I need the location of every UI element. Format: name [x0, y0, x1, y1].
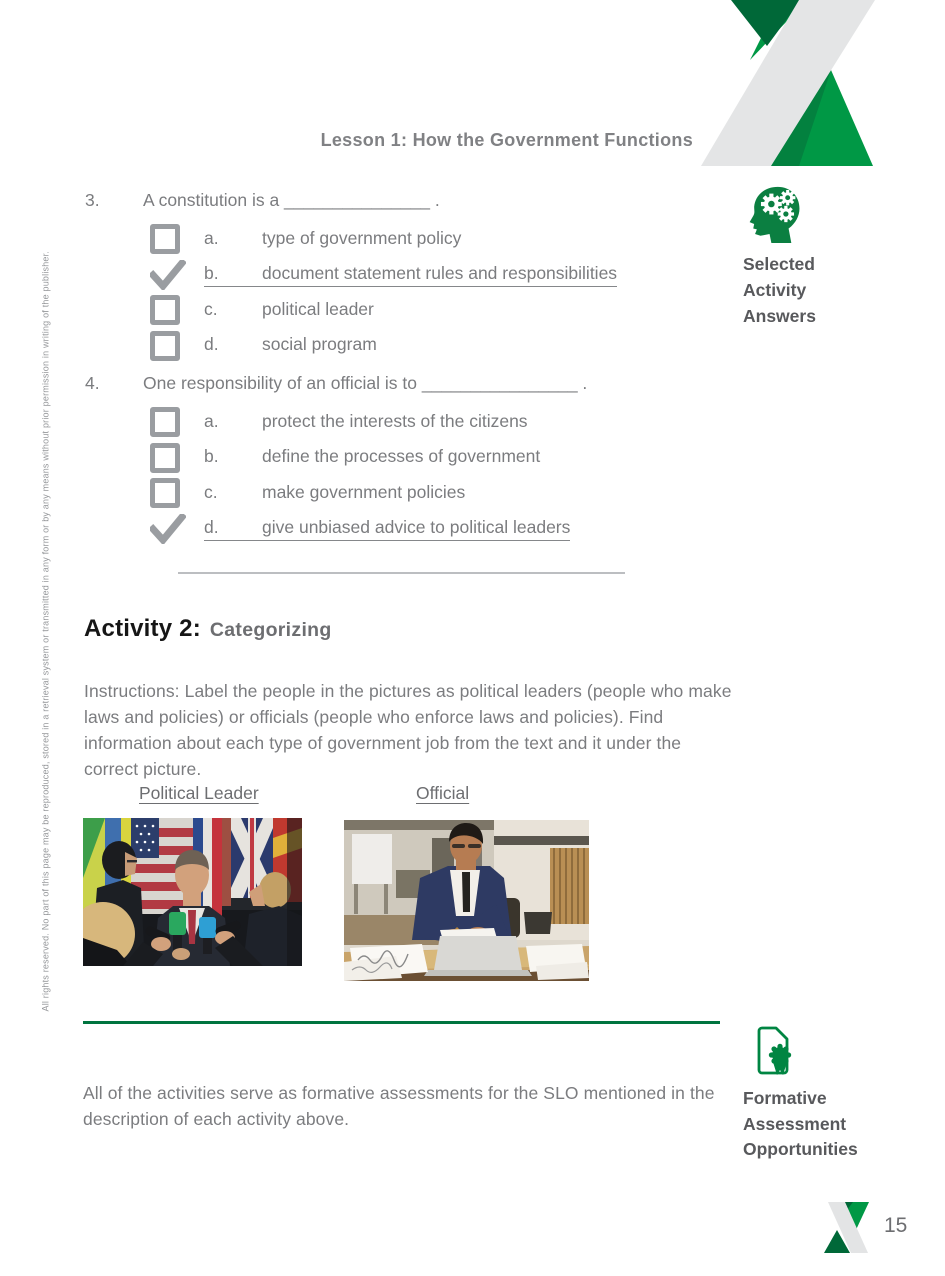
question-4-number: 4.	[85, 373, 100, 393]
option-4a	[150, 407, 730, 437]
option-4b-text: define the processes of government	[262, 446, 541, 466]
question-3-number: 3.	[85, 190, 100, 210]
question-3-prompt: A constitution is a _______________ .	[143, 190, 440, 210]
question-4-prompt: One responsibility of an official is to ________________ .	[143, 373, 588, 393]
activity-2-instructions: Instructions: Label the people in the pictures as political leaders (people who make laws and policies) or officials (people who enforce laws and policies). Find information about each type of government job from the text and it under the correct picture.	[84, 680, 732, 779]
option-4d-letter: d.	[204, 516, 219, 537]
option-3b-letter: b.	[204, 262, 219, 283]
option-3a-text: type of government policy	[262, 227, 462, 248]
option-3d	[150, 331, 730, 361]
formative-line: Formative	[743, 1088, 827, 1108]
opportunities-line: Opportunities	[743, 1139, 858, 1159]
question-4-options	[150, 407, 730, 549]
checkbox-empty-icon	[150, 331, 186, 361]
question-3-options	[150, 224, 730, 366]
activity-line: Activity	[743, 280, 807, 300]
selected-line: Selected	[743, 254, 815, 274]
selected-activity-answers-label	[743, 251, 816, 329]
option-4a-letter: a.	[204, 410, 219, 431]
checkbox-empty-icon	[150, 295, 186, 325]
brand-x-logo-large-icon	[695, 0, 875, 166]
option-4b-letter: b.	[204, 446, 219, 466]
brand-x-logo-small	[822, 1202, 872, 1253]
option-3a-letter: a.	[204, 227, 219, 248]
option-4d-selected-answer	[150, 514, 730, 544]
option-3b-selected-answer	[150, 260, 730, 290]
answers-line: Answers	[743, 306, 816, 326]
checkbox-empty-icon	[150, 478, 186, 508]
option-3a	[150, 224, 730, 254]
option-4a-text: protect the interests of the citizens	[262, 410, 528, 431]
checkbox-empty-icon	[150, 443, 186, 473]
certificate-document-icon	[753, 1025, 795, 1079]
option-3c	[150, 295, 730, 325]
political-leader-label: Political Leader	[139, 783, 259, 803]
political-leader-photo	[83, 818, 302, 966]
option-4c-letter: c.	[204, 481, 218, 502]
copyright-notice: All rights reserved. No part of this page may be reproduced, stored in a retrieval system or transmitted in any form or by any means without prior permission in writing of the publisher.	[40, 250, 51, 1012]
option-4c	[150, 478, 730, 508]
assessment-line: Assessment	[743, 1113, 847, 1134]
activity-2-title: Activity 2:	[84, 615, 201, 642]
page-title: Lesson 1: How the Government Functions	[320, 130, 693, 150]
head-gears-icon	[746, 185, 804, 243]
checkmark-icon	[150, 514, 186, 544]
brand-x-logo-large	[695, 0, 875, 166]
option-4b	[150, 443, 730, 473]
option-4c-text: make government policies	[262, 481, 466, 502]
answer-separator-line	[178, 572, 625, 574]
option-3d-text: social program	[262, 334, 377, 354]
option-3c-letter: c.	[204, 298, 218, 319]
formative-assessment-opportunities-label	[743, 1086, 858, 1163]
question-4	[85, 373, 735, 394]
checkbox-empty-icon	[150, 407, 186, 437]
option-4d-text: give unbiased advice to political leaders	[262, 516, 571, 537]
checkmark-icon	[150, 260, 186, 290]
formative-assessment-note: All of the activities serve as formative assessments for the SLO mentioned in the description of each activity above.	[83, 1082, 715, 1129]
page-number: 15	[884, 1214, 908, 1237]
question-3	[85, 190, 735, 211]
activity-2-subtitle: Categorizing	[209, 619, 332, 641]
checkbox-empty-icon	[150, 224, 186, 254]
official-photo	[344, 820, 589, 981]
option-3d-letter: d.	[204, 334, 219, 354]
section-divider-line	[83, 1021, 720, 1024]
option-3c-text: political leader	[262, 298, 374, 319]
option-3b-text: document statement rules and responsibilities	[262, 262, 618, 283]
activity-2-heading	[84, 615, 332, 643]
official-label: Official	[416, 783, 470, 803]
